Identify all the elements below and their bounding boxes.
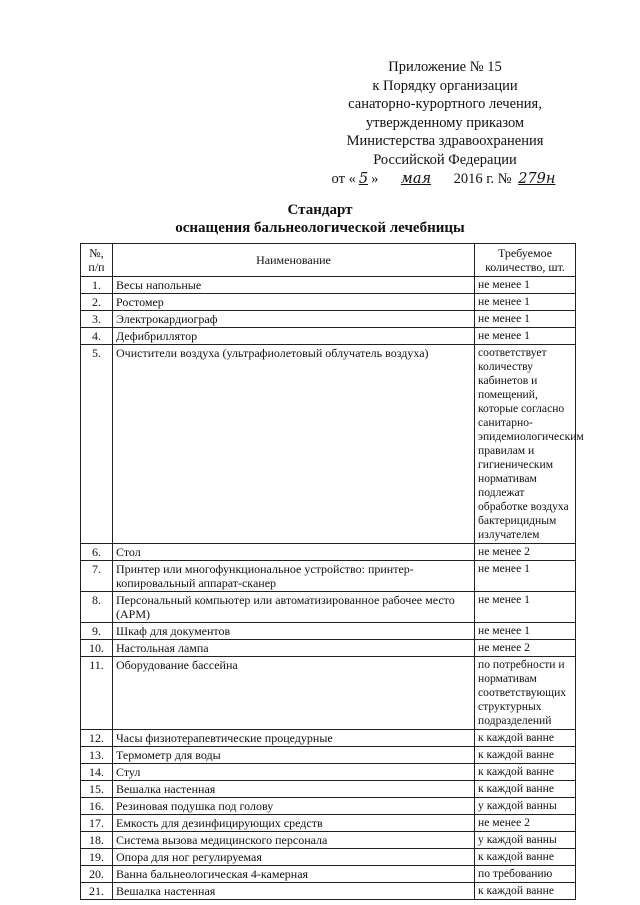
row-name: Опора для ног регулируемая [113,849,475,866]
row-name: Настольная лампа [113,640,475,657]
row-name: Ростомер [113,294,475,311]
table-row [81,866,576,883]
row-name: Ванна бальнеологическая 4-камерная [113,866,475,883]
row-name: Очистители воздуха (ультрафиолетовый облучатель воздуха) [113,345,475,544]
table-row [81,730,576,747]
row-number: 12. [81,730,113,747]
row-quantity: соответствует количеству кабинетов и помещений, которые согласно санитарно-эпидемиологическим правилам и гигиеническим нормативам подлежат обработке воздуха бактерицидным излучателем [475,345,576,544]
row-quantity: к каждой ванне [475,747,576,764]
row-name: Стол [113,544,475,561]
row-number: 6. [81,544,113,561]
title-line-2: оснащения бальнеологической лечебницы [175,220,465,236]
row-quantity: не менее 1 [475,561,576,592]
title-line-1: Стандарт [287,202,353,218]
table-row [81,544,576,561]
row-quantity: к каждой ванне [475,849,576,866]
table-row [81,764,576,781]
row-number: 5. [81,345,113,544]
row-name: Часы физиотерапевтические процедурные [113,730,475,747]
row-name: Шкаф для документов [113,623,475,640]
order-number: 279н [518,170,556,187]
row-quantity: у каждой ванны [475,832,576,849]
row-name: Емкость для дезинфицирующих средств [113,815,475,832]
table-row [81,781,576,798]
row-name: Термометр для воды [113,747,475,764]
row-name: Оборудование бассейна [113,657,475,730]
table-row [81,328,576,345]
row-quantity: к каждой ванне [475,764,576,781]
appendix-number: Приложение № 15 [388,59,502,75]
row-quantity: к каждой ванне [475,730,576,747]
order-date-line [300,170,590,189]
header-line: Российской Федерации [373,151,517,168]
column-header-name: Наименование [113,244,475,277]
row-name: Вешалка настенная [113,883,475,900]
header-line: санаторно-курортного лечения, [348,96,542,113]
row-number: 4. [81,328,113,345]
row-number: 15. [81,781,113,798]
row-number: 11. [81,657,113,730]
row-quantity: не менее 1 [475,592,576,623]
table-row [81,815,576,832]
date-prefix: от « [331,170,356,187]
row-number: 20. [81,866,113,883]
row-name: Система вызова медицинского персонала [113,832,475,849]
table-row [81,883,576,900]
table-row [81,592,576,623]
row-number: 21. [81,883,113,900]
table-row [81,849,576,866]
row-number: 19. [81,849,113,866]
column-header-number: №, п/п [81,244,113,277]
row-number: 8. [81,592,113,623]
table-row [81,311,576,328]
row-number: 2. [81,294,113,311]
row-name: Вешалка настенная [113,781,475,798]
row-quantity: не менее 1 [475,294,576,311]
document-header [300,58,590,188]
row-quantity: не менее 2 [475,640,576,657]
table-row [81,747,576,764]
equipment-table [80,243,584,900]
row-number: 18. [81,832,113,849]
row-number: 10. [81,640,113,657]
row-number: 3. [81,311,113,328]
table-row [81,832,576,849]
table-header-row [81,244,576,277]
column-header-quantity: Требуемое количество, шт. [475,244,576,277]
row-quantity: не менее 2 [475,815,576,832]
row-name: Персональный компьютер или автоматизированное рабочее место (АРМ) [113,592,475,623]
table-row [81,345,576,544]
table-row [81,561,576,592]
row-name: Весы напольные [113,277,475,294]
row-quantity: не менее 1 [475,277,576,294]
date-year: 2016 г. № [453,170,512,187]
row-name: Принтер или многофункциональное устройство: принтер-копировальный аппарат-сканер [113,561,475,592]
row-number: 14. [81,764,113,781]
table-row [81,294,576,311]
row-number: 7. [81,561,113,592]
row-number: 17. [81,815,113,832]
row-quantity: у каждой ванны [475,798,576,815]
date-day: 5 [358,170,369,187]
row-number: 1. [81,277,113,294]
row-quantity: не менее 1 [475,623,576,640]
row-name: Резиновая подушка под голову [113,798,475,815]
row-quantity: к каждой ванне [475,781,576,798]
row-name: Электрокардиограф [113,311,475,328]
row-quantity: по требованию [475,866,576,883]
header-line: Министерства здравоохранения [346,133,544,150]
row-quantity: не менее 1 [475,328,576,345]
row-quantity: к каждой ванне [475,883,576,900]
date-mid: » [371,170,379,187]
header-line: утвержденному приказом [365,114,525,131]
document-title [0,201,640,237]
row-name: Стул [113,764,475,781]
date-month: мая [400,170,432,187]
row-quantity: по потребности и нормативам соответствующих структурных подразделений [475,657,576,730]
row-number: 13. [81,747,113,764]
header-line: к Порядку организации [372,77,518,94]
row-quantity: не менее 1 [475,311,576,328]
row-number: 9. [81,623,113,640]
table-row [81,623,576,640]
table-row [81,277,576,294]
table-row [81,640,576,657]
table-row [81,798,576,815]
row-number: 16. [81,798,113,815]
table-row [81,657,576,730]
row-name: Дефибриллятор [113,328,475,345]
row-quantity: не менее 2 [475,544,576,561]
